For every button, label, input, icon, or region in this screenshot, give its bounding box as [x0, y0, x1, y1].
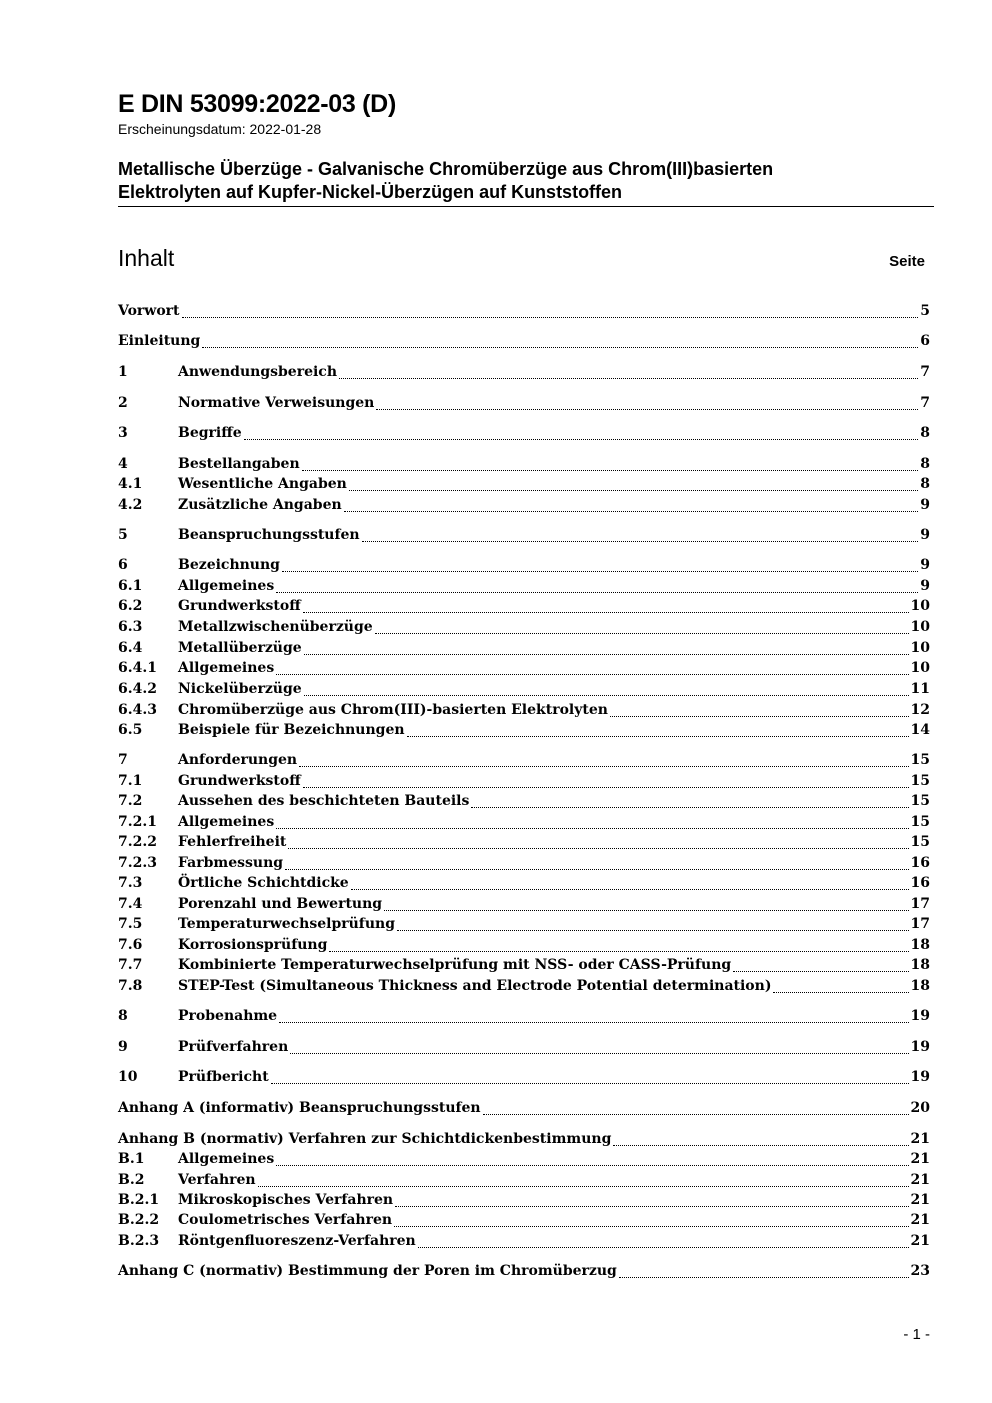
toc-entry-page: 7: [920, 395, 930, 411]
toc-entry-title: Bezeichnung: [178, 557, 280, 573]
toc-entry-title: Örtliche Schichtdicke: [178, 875, 349, 891]
toc-entry-number: 10: [118, 1069, 138, 1085]
toc-entry-page: 10: [910, 619, 930, 635]
toc-entry-number: B.2.2: [118, 1212, 160, 1228]
toc-entry-title: Zusätzliche Angaben: [178, 497, 342, 513]
toc-entry-title: Porenzahl und Bewertung: [178, 896, 383, 912]
toc-entry-number: 7.2.1: [118, 814, 157, 830]
toc-dot-leader: [384, 909, 908, 911]
toc-entry-page: 21: [910, 1192, 930, 1208]
toc-entry-number: 7.4: [118, 896, 143, 912]
toc-dot-leader: [276, 673, 908, 675]
toc-dot-leader: [276, 1164, 908, 1166]
toc-entry-number: 7.1: [118, 773, 143, 789]
toc-entry[interactable]: [118, 875, 930, 895]
toc-entry-page: 10: [910, 598, 930, 614]
toc-entry-page: 8: [920, 456, 930, 472]
toc-entry-page: 23: [910, 1263, 930, 1279]
toc-entry-page: 12: [910, 702, 930, 718]
toc-entry-page: 19: [910, 1069, 930, 1085]
toc-entry-number: 3: [118, 425, 128, 441]
toc-entry[interactable]: [118, 333, 930, 353]
toc-entry-page: 9: [920, 497, 930, 513]
toc-entry-title: Prüfbericht: [178, 1069, 269, 1085]
toc-dot-leader: [304, 694, 909, 696]
toc-entry[interactable]: [118, 1263, 930, 1283]
toc-dot-leader: [349, 489, 918, 491]
toc-entry-title: Anhang C (normativ) Bestimmung der Poren im Chromüberzug: [118, 1263, 617, 1279]
toc-entry-title: Allgemeines: [178, 814, 275, 830]
toc-entry-page: 16: [910, 855, 930, 871]
toc-entry-number: 4.1: [118, 476, 143, 492]
toc-entry[interactable]: [118, 476, 930, 496]
toc-entry[interactable]: [118, 619, 930, 639]
toc-entry-title: Allgemeines: [178, 660, 275, 676]
toc-entry[interactable]: [118, 793, 930, 813]
toc-entry[interactable]: [118, 937, 930, 957]
document-title-line: Elektrolyten auf Kupfer-Nickel-Überzügen auf Kunststoffen: [118, 182, 623, 202]
toc-entry[interactable]: [118, 303, 930, 323]
toc-entry-number: 6.5: [118, 722, 143, 738]
toc-entry-page: 18: [910, 978, 930, 994]
toc-dot-leader: [303, 611, 909, 613]
toc-page-column-label: Seite: [889, 253, 925, 270]
toc-entry-number: 6.1: [118, 578, 143, 594]
toc-entry-page: 19: [910, 1039, 930, 1055]
toc-entry-title: Verfahren: [178, 1172, 256, 1188]
toc-entry-title: Anhang A (informativ) Beanspruchungsstufen: [118, 1100, 481, 1116]
toc-entry-page: 18: [910, 957, 930, 973]
toc-entry[interactable]: [118, 456, 930, 476]
toc-entry-number: 7.2.3: [118, 855, 157, 871]
toc-entry-page: 21: [910, 1172, 930, 1188]
toc-entry-number: 5: [118, 527, 128, 543]
toc-entry[interactable]: [118, 660, 930, 680]
toc-entry-title: Wesentliche Angaben: [178, 476, 347, 492]
toc-entry[interactable]: [118, 1212, 930, 1232]
toc-dot-leader: [395, 1205, 908, 1207]
toc-entry-title: Korrosionsprüfung: [178, 937, 328, 953]
toc-dot-leader: [362, 540, 919, 542]
toc-entry-page: 15: [910, 834, 930, 850]
toc-entry-number: 6.2: [118, 598, 143, 614]
footer-page-number: - 1 -: [903, 1326, 930, 1343]
toc-entry[interactable]: [118, 364, 930, 384]
toc-entry[interactable]: [118, 640, 930, 660]
toc-entry[interactable]: [118, 395, 930, 415]
toc-dot-leader: [329, 950, 908, 952]
toc-dot-leader: [299, 765, 908, 767]
toc-entry[interactable]: [118, 1100, 930, 1120]
toc-entry[interactable]: [118, 834, 930, 854]
toc-dot-leader: [202, 346, 918, 348]
toc-entry[interactable]: [118, 722, 930, 742]
toc-heading: Inhalt: [118, 245, 175, 271]
toc-entry[interactable]: [118, 773, 930, 793]
toc-entry-title: Mikroskopisches Verfahren: [178, 1192, 394, 1208]
toc-entry[interactable]: [118, 752, 930, 772]
toc-dot-leader: [773, 991, 908, 993]
toc-entry-number: 7.5: [118, 916, 143, 932]
toc-entry-title: Grundwerkstoff: [178, 773, 301, 789]
toc-dot-leader: [344, 510, 919, 512]
toc-entry-title: Metallüberzüge: [178, 640, 302, 656]
toc-entry-title: Kombinierte Temperaturwechselprüfung mit NSS- oder CASS-Prüfung: [178, 957, 732, 973]
toc-entry[interactable]: [118, 425, 930, 445]
toc-dot-leader: [258, 1185, 909, 1187]
toc-entry-page: 14: [910, 722, 930, 738]
toc-entry-title: Allgemeines: [178, 578, 275, 594]
toc-entry-title: STEP-Test (Simultaneous Thickness and Electrode Potential determination): [178, 978, 772, 994]
toc-entry-number: 6.3: [118, 619, 143, 635]
toc-entry-title: Chromüberzüge aus Chrom(III)-basierten Elektrolyten: [178, 702, 608, 718]
toc-entry-title: Metallzwischenüberzüge: [178, 619, 373, 635]
toc-entry[interactable]: [118, 1233, 930, 1253]
toc-entry[interactable]: [118, 527, 930, 547]
toc-entry-page: 9: [920, 527, 930, 543]
toc-dot-leader: [610, 715, 909, 717]
toc-entry-page: 21: [910, 1233, 930, 1249]
toc-entry-number: 8: [118, 1008, 128, 1024]
toc-entry-number: 9: [118, 1039, 128, 1055]
toc-dot-leader: [418, 1246, 909, 1248]
toc-dot-leader: [619, 1276, 909, 1278]
toc-entry-page: 19: [910, 1008, 930, 1024]
toc-dot-leader: [304, 653, 909, 655]
toc-entry-page: 21: [910, 1212, 930, 1228]
toc-entry-page: 18: [910, 937, 930, 953]
toc-entry[interactable]: [118, 1069, 930, 1089]
toc-entry-number: B.2: [118, 1172, 145, 1188]
toc-entry-number: 7.8: [118, 978, 143, 994]
toc-entry-title: Grundwerkstoff: [178, 598, 301, 614]
toc-entry-number: 7.2: [118, 793, 143, 809]
toc-entry-page: 8: [920, 476, 930, 492]
document-title-line: Metallische Überzüge - Galvanische Chromüberzüge aus Chrom(III)basierten: [118, 159, 774, 179]
toc-entry-page: 15: [910, 793, 930, 809]
toc-dot-leader: [288, 847, 908, 849]
toc-entry[interactable]: [118, 598, 930, 618]
toc-entry-title: Coulometrisches Verfahren: [178, 1212, 393, 1228]
toc-dot-leader: [276, 591, 918, 593]
toc-entry-number: B.1: [118, 1151, 145, 1167]
toc-entry[interactable]: [118, 1039, 930, 1059]
toc-dot-leader: [182, 316, 919, 318]
toc-entry[interactable]: [118, 1008, 930, 1028]
toc-entry-page: 15: [910, 752, 930, 768]
toc-entry-page: 9: [920, 578, 930, 594]
toc-entry-title: Röntgenfluoreszenz-Verfahren: [178, 1233, 416, 1249]
toc-dot-leader: [407, 735, 909, 737]
toc-entry-number: B.2.3: [118, 1233, 160, 1249]
toc-entry[interactable]: [118, 896, 930, 916]
toc-dot-leader: [276, 827, 908, 829]
toc-entry-number: 7.2.2: [118, 834, 157, 850]
toc-entry[interactable]: [118, 1131, 930, 1151]
toc-entry-page: 7: [920, 364, 930, 380]
toc-entry[interactable]: [118, 578, 930, 598]
toc-entry-number: 6.4.1: [118, 660, 157, 676]
toc-entry-number: 1: [118, 364, 128, 380]
toc-entry-number: 6.4.3: [118, 702, 157, 718]
toc-entry-page: 8: [920, 425, 930, 441]
toc-entry-title: Temperaturwechselprüfung: [178, 916, 395, 932]
toc-entry[interactable]: [118, 814, 930, 834]
toc-dot-leader: [279, 1021, 908, 1023]
toc-entry-page: 17: [910, 916, 930, 932]
toc-entry[interactable]: [118, 957, 930, 977]
toc-entry-title: Farbmessung: [178, 855, 284, 871]
toc-entry-page: 16: [910, 875, 930, 891]
toc-entry-number: 6: [118, 557, 128, 573]
toc-entry[interactable]: [118, 1151, 930, 1171]
toc-entry-page: 11: [910, 681, 930, 697]
toc-entry[interactable]: [118, 702, 930, 722]
toc-entry[interactable]: [118, 1192, 930, 1212]
toc-entry-number: 7.3: [118, 875, 143, 891]
toc-entry-page: 20: [910, 1100, 930, 1116]
document-title: [118, 158, 934, 204]
toc-entry-number: 4.2: [118, 497, 143, 513]
toc-entry-title: Anhang B (normativ) Verfahren zur Schichtdickenbestimmung: [118, 1131, 612, 1147]
publication-date: Erscheinungsdatum: 2022-01-28: [118, 121, 322, 137]
toc-entry-title: Nickelüberzüge: [178, 681, 302, 697]
toc-entry-title: Vorwort: [118, 303, 180, 319]
toc-dot-leader: [733, 970, 908, 972]
toc-entry[interactable]: [118, 978, 930, 998]
toc-entry-page: 21: [910, 1131, 930, 1147]
toc-dot-leader: [285, 868, 908, 870]
title-divider: [118, 206, 934, 207]
toc-entry[interactable]: [118, 497, 930, 517]
toc-entry-page: 17: [910, 896, 930, 912]
toc-entry-number: 7.7: [118, 957, 143, 973]
toc-entry-page: 21: [910, 1151, 930, 1167]
toc-dot-leader: [376, 408, 918, 410]
toc-entry[interactable]: [118, 681, 930, 701]
toc-entry-page: 10: [910, 640, 930, 656]
toc-dot-leader: [397, 929, 909, 931]
document-id: E DIN 53099:2022-03 (D): [118, 90, 396, 118]
toc-entry-number: 7.6: [118, 937, 143, 953]
toc-entry-page: 5: [920, 303, 930, 319]
toc-dot-leader: [351, 888, 909, 890]
toc-entry-title: Anforderungen: [178, 752, 298, 768]
toc-entry[interactable]: [118, 1172, 930, 1192]
toc-dot-leader: [339, 377, 918, 379]
toc-dot-leader: [244, 438, 919, 440]
toc-entry[interactable]: [118, 557, 930, 577]
toc-dot-leader: [271, 1082, 909, 1084]
toc-entry-number: 6.4: [118, 640, 143, 656]
toc-entry-title: Normative Verweisungen: [178, 395, 375, 411]
toc-entry-title: Beispiele für Bezeichnungen: [178, 722, 405, 738]
toc-entry-title: Beanspruchungsstufen: [178, 527, 360, 543]
toc-entry[interactable]: [118, 916, 930, 936]
toc-entry-number: 6.4.2: [118, 681, 157, 697]
toc-dot-leader: [303, 786, 909, 788]
toc-entry-number: B.2.1: [118, 1192, 160, 1208]
toc-entry-title: Begriffe: [178, 425, 242, 441]
toc-entry-title: Bestellangaben: [178, 456, 300, 472]
toc-entry-number: 4: [118, 456, 128, 472]
toc-entry-page: 10: [910, 660, 930, 676]
toc-entry-number: 7: [118, 752, 128, 768]
toc-entry-number: 2: [118, 395, 128, 411]
toc-entry-title: Allgemeines: [178, 1151, 275, 1167]
toc-entry-title: Fehlerfreiheit: [178, 834, 287, 850]
toc-entry-page: 9: [920, 557, 930, 573]
toc-entry-title: Aussehen des beschichteten Bauteils: [178, 793, 470, 809]
toc-dot-leader: [483, 1113, 909, 1115]
toc-dot-leader: [290, 1052, 908, 1054]
toc-entry-title: Einleitung: [118, 333, 201, 349]
toc-entry-title: Probenahme: [178, 1008, 278, 1024]
toc-dot-leader: [613, 1144, 908, 1146]
toc-entry[interactable]: [118, 855, 930, 875]
toc-entry-title: Anwendungsbereich: [178, 364, 337, 380]
toc-entry-page: 15: [910, 773, 930, 789]
toc-dot-leader: [375, 632, 909, 634]
toc-dot-leader: [282, 570, 918, 572]
toc-dot-leader: [302, 469, 919, 471]
toc-entry-page: 6: [920, 333, 930, 349]
toc-dot-leader: [471, 806, 908, 808]
toc-dot-leader: [394, 1225, 908, 1227]
toc-entry-page: 15: [910, 814, 930, 830]
toc-entry-title: Prüfverfahren: [178, 1039, 289, 1055]
